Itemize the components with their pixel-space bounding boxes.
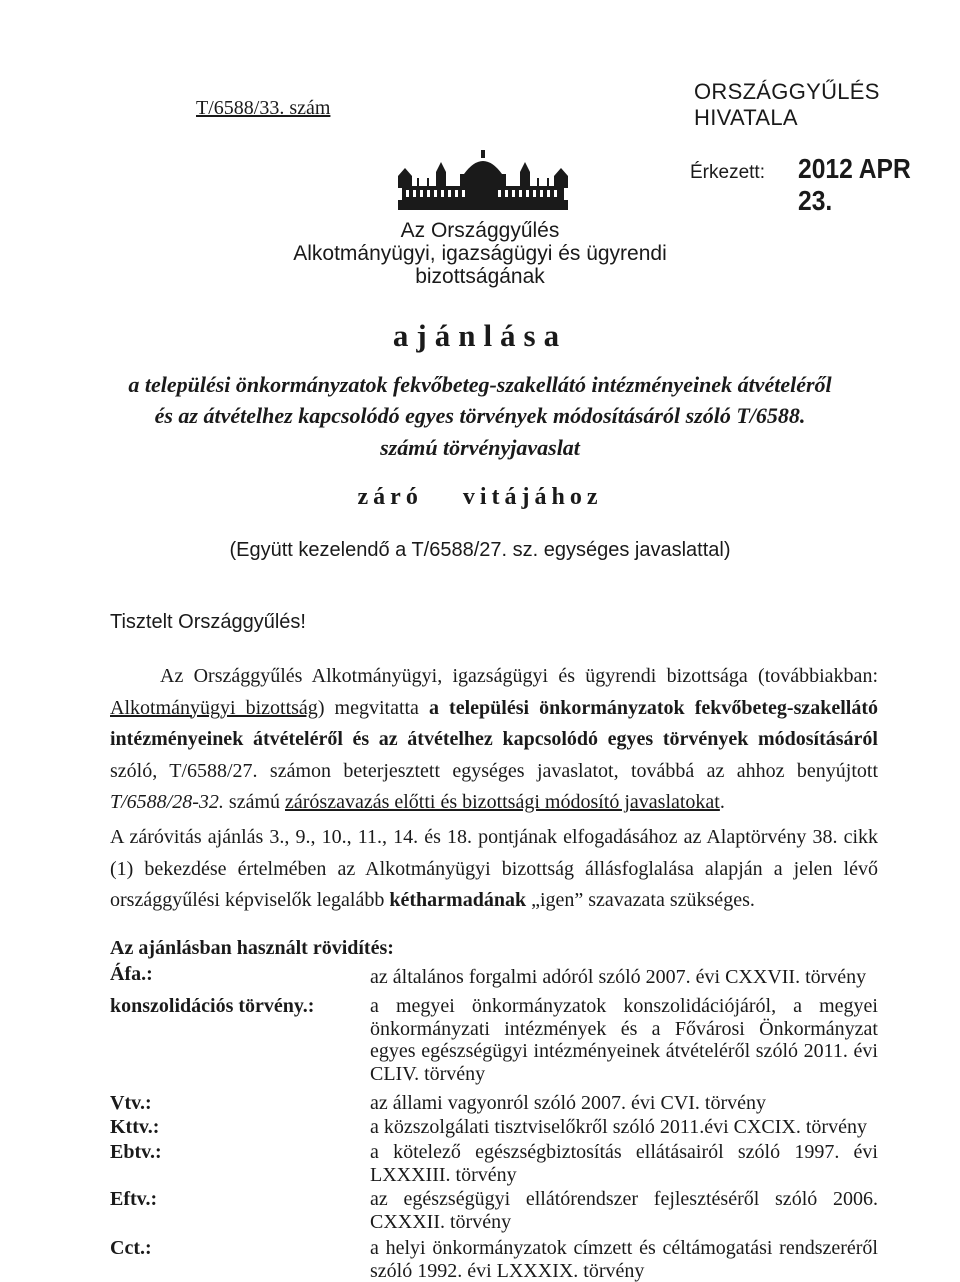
p1-committee-abbr: Alkotmányügyi bizottság: [110, 696, 318, 719]
p2-text: A záróvitás ajánlás 3., 9., 10., 11., 14. és 18. pontjának elfogadásához az Alaptörvény 38. cikk (1) bekezdése értelmében az Alkotmányügyi bizottság állásfoglalása alapján a jelen lévő országgyűlési képviselők legalább: [110, 826, 878, 911]
office-stamp-title: ORSZÁGGYŰLÉS HIVATALA: [694, 79, 880, 130]
subject-line-3: számú törvényjavaslat: [380, 435, 580, 460]
p1-text: ) megvitatta: [317, 696, 429, 719]
p1-bill-title: a települési önkormányzatok fekvőbeteg-szakellátó intézményeinek átvételéről és az átvételhez kapcsolódó egyes törvények módosításáról: [110, 696, 878, 750]
received-date-stamp: 2012 APR 23.: [798, 153, 911, 216]
abbr-key: Cct.:: [110, 1237, 152, 1259]
abbreviations-title: Az ajánlásban használt rövidítés:: [110, 937, 394, 959]
body-paragraph-2: [110, 822, 878, 917]
issuer-line-2: Alkotmányügyi, igazságügyi és ügyrendi: [293, 242, 667, 265]
debate-word-2: vitájához: [462, 484, 603, 510]
handling-note: (Együtt kezelendő a T/6588/27. sz. egységes javaslattal): [229, 539, 731, 561]
abbr-value: az állami vagyonról szóló 2007. évi CVI. törvény: [370, 1092, 767, 1114]
abbr-value: az egészségügyi ellátórendszer fejlesztéséről szóló 2006. CXXXII. törvény: [370, 1188, 878, 1233]
debate-heading: [0, 484, 960, 511]
received-label: Érkezett:: [690, 162, 765, 183]
document-number: T/6588/33. szám: [196, 97, 331, 119]
p2-majority: kétharmadának: [389, 889, 527, 911]
p1-text: .: [719, 791, 725, 813]
debate-word-1: záró: [357, 484, 423, 510]
subject-line-2: és az átvételhez kapcsolódó egyes törvények módosításáról szóló T/6588.: [154, 403, 806, 428]
abbr-key: Vtv.:: [110, 1092, 152, 1114]
salutation: Tisztelt Országgyűlés!: [110, 611, 306, 633]
document-type-heading: ajánlása: [392, 318, 568, 353]
abbr-key: Eftv.:: [110, 1188, 158, 1210]
issuer-line-1: Az Országgyűlés: [400, 219, 560, 242]
abbr-value: a megyei önkormányzatok konszolidációjáról, a megyei önkormányzati intézmények és a Fővárosi Önkormányzat egyes egészségügyi intézményeinek átvételéről szóló 2011. évi CLIV. törvény: [370, 995, 878, 1085]
p1-text: Az Országgyűlés Alkotmányügyi, igazságügyi és ügyrendi bizottsága (továbbiakban:: [160, 665, 878, 687]
p1-amendment-numbers: T/6588/28-32.: [110, 791, 224, 813]
p1-text: számú: [223, 791, 285, 813]
subject-line-1: a települési önkormányzatok fekvőbeteg-szakellátó intézményeinek átvételéről: [128, 372, 832, 397]
abbr-key: Ebtv.:: [110, 1141, 162, 1163]
parliament-building-icon: [398, 150, 568, 210]
issuer-line-3: bizottságának: [415, 265, 545, 288]
abbr-key: konszolidációs törvény.:: [110, 995, 315, 1017]
p2-text: „igen” szavazata szükséges.: [526, 889, 755, 911]
abbr-value: a közszolgálati tisztviselőkről szóló 2011.évi CXCIX. törvény: [370, 1116, 867, 1138]
abbr-value: a helyi önkormányzatok címzett és céltámogatási rendszeréről szóló 1992. évi LXXXIX. törvény: [370, 1237, 878, 1282]
abbr-key: Áfa.:: [110, 963, 153, 985]
body-paragraph-1: [110, 661, 878, 819]
p1-amendments-phrase: zárószavazás előtti és bizottsági módosító javaslatokat: [285, 791, 720, 813]
abbr-value: a kötelező egészségbiztosítás ellátásairól szóló 1997. évi LXXXIII. törvény: [370, 1141, 878, 1186]
abbr-value: az általános forgalmi adóról szóló 2007. évi CXXVII. törvény: [370, 966, 867, 988]
abbr-key: Kttv.:: [110, 1116, 160, 1138]
p1-text: szóló, T/6588/27. számon beterjesztett egységes javaslatot, továbbá az ahhoz benyújtott: [110, 759, 878, 782]
